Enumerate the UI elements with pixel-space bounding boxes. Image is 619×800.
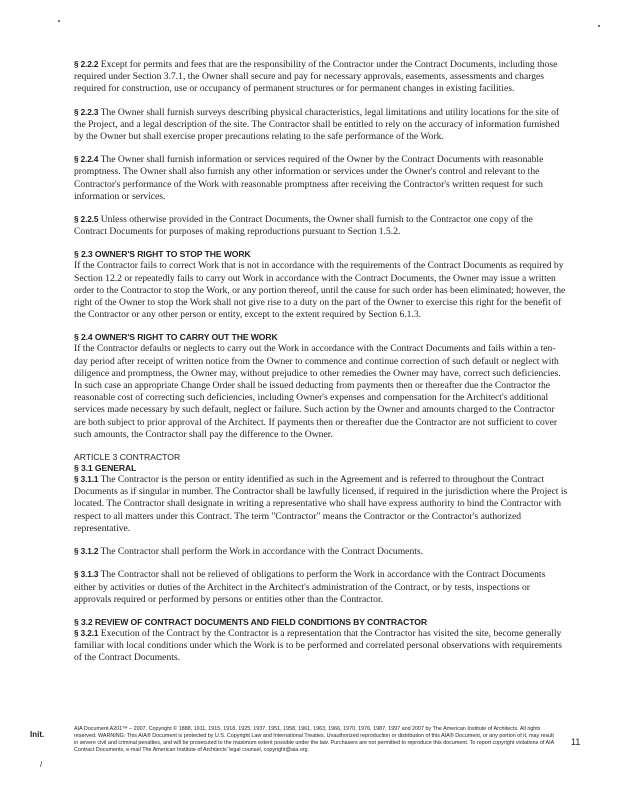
paragraph-3-1-1 <box>74 474 568 535</box>
initials-label: Init. <box>30 730 45 739</box>
section-number: § 2.2.3 <box>74 107 99 117</box>
paragraph-2-2-3 <box>74 107 568 144</box>
section-number: § 3.1.3 <box>74 570 99 580</box>
article-title: ARTICLE 3 CONTRACTOR <box>74 452 181 463</box>
document-body <box>74 59 568 665</box>
paragraph-text: The Owner shall furnish information or services required of the Owner by the Contract Documents with reasonable promptness. The Owner shall also furnish any other information or services under the Owner's control and relevant to the Contractor's performance of the Work with reasonable promptness after receiving the Contractor's written request for such information or services. <box>74 154 544 202</box>
paragraph-2-2-4 <box>74 154 568 203</box>
section-text-2-3: If the Contractor fails to correct Work that is not in accordance with the requirements of the Contract Documents as required by Section 12.2 or repeatedly fails to carry out Work in accordance with the Contract Documents, the Owner may issue a written order to the Contractor to stop the Work, or any portion thereof, until the cause for such order has been eliminated; however, the right of the Owner to stop the Work shall not give rise to a duty on the part of the Owner to exercise this right for the benefit of the Contractor or any other person or entity, except to the extent required by Section 6.1.3. <box>74 260 566 321</box>
section-text-2-4: If the Contractor defaults or neglects to carry out the Work in accordance with the Contract Documents and fails within a ten-day period after receipt of written notice from the Owner to commence and continue correction of such default or neglect with diligence and promptness, the Owner may, without prejudice to other remedies the Owner may have, correct such deficiencies. In such case an appropriate Change Order shall be issued deducting from payments then or thereafter due the Contractor the reasonable cost of correcting such deficiencies, including Owner's expenses and compensation for the Architect's additional services made necessary by such default, neglect or failure. Such action by the Owner and amounts charged to the Contractor are both subject to prior approval of the Architect. If payments then or thereafter due the Contractor are not sufficient to cover such amounts, the Contractor shall pay the difference to the Owner. <box>74 343 561 440</box>
paragraph-text: The Owner shall furnish surveys describing physical characteristics, legal limitations and utility locations for the site of the Project, and a legal description of the site. The Contractor shall be entitled to rely on the accuracy of information furnished by the Owner but shall exercise proper precautions relating to the safe performance of the Work. <box>74 106 560 143</box>
paragraph-2-2-5 <box>74 214 568 238</box>
paragraph-text: The Contractor shall perform the Work in accordance with the Contract Documents. <box>98 546 424 558</box>
paragraph-3-1-3 <box>74 569 568 606</box>
paragraph-text: Execution of the Contract by the Contractor is a representation that the Contractor has visited the site, become generally familiar with local conditions under which the Work is to be performed and correlated personal observations with requirements of the Contract Documents. <box>74 627 562 664</box>
page-number: 11 <box>571 737 581 747</box>
section-heading-3-1: § 3.1 GENERAL <box>74 463 137 474</box>
scan-speck <box>58 20 60 22</box>
paragraph-text: Unless otherwise provided in the Contract Documents, the Owner shall furnish to the Contractor one copy of the Contract Documents for purposes of making reproductions pursuant to Section 1.5.2. <box>74 214 533 238</box>
paragraph-3-1-2 <box>74 546 568 558</box>
section-number: § 3.1.1 <box>74 475 99 485</box>
copyright-notice: AIA Document A201™ – 2007. Copyright © 1888, 1911, 1915, 1918, 1925, 1937, 1951, 1958, 1961, 1963, 1966, 1970, 1976, 1987, 1997 and 2007 by The American Institute of Architects. All rights reserved. WARNING: This AIA® Document is protected by U.S. Copyright Law and International Treaties. Unauthorized reproduction or distribution of this AIA® Document, or any portion of it, may result in severe civil and criminal penalties, and will be prosecuted to the maximum extent possible under the law. Purchasers are not permitted to reproduce this document. To report copyright violations of AIA Contract Documents, e-mail The American Institute of Architects' legal counsel, copyright@aia.org. <box>74 726 554 754</box>
paragraph-2-2-2 <box>74 59 568 96</box>
paragraph-3-2-1 <box>74 628 568 665</box>
section-number: § 2.2.4 <box>74 155 99 165</box>
section-number: § 2.2.2 <box>74 60 99 69</box>
paragraph-text: Except for permits and fees that are the responsibility of the Contractor under the Contract Documents, including those required under Section 3.7.1, the Owner shall secure and pay for necessary approvals, easements, assessments and charges required for construction, use or occupancy of permanent structures or for permanent changes in existing facilities. <box>74 59 558 95</box>
section-number: § 3.2.1 <box>74 628 99 638</box>
section-heading-2-4: § 2.4 OWNER'S RIGHT TO CARRY OUT THE WORK <box>74 332 278 343</box>
paragraph-text: The Contractor shall not be relieved of obligations to perform the Work in accordance with the Contract Documents either by activities or duties of the Architect in the Architect's administration of the Contract, or by tests, inspections or approvals required or performed by persons or entities other than the Contractor. <box>74 569 546 605</box>
section-heading-2-3: § 2.3 OWNER'S RIGHT TO STOP THE WORK <box>74 249 251 260</box>
initials-slash: / <box>40 760 43 769</box>
section-heading-3-2: § 3.2 REVIEW OF CONTRACT DOCUMENTS AND FIELD CONDITIONS BY CONTRACTOR <box>74 616 427 627</box>
scan-speck <box>598 25 600 27</box>
section-number: § 2.2.5 <box>74 215 99 225</box>
paragraph-text: The Contractor is the person or entity identified as such in the Agreement and is referred to throughout the Contract Documents as if singular in number. The Contractor shall be lawfully licensed, if required in the jurisdiction where the Project is located. The Contractor shall designate in writing a representative who shall have express authority to bind the Contractor with respect to all matters under this Contract. The term "Contractor" means the Contractor or the Contractor's authorized representative. <box>74 474 568 534</box>
section-number: § 3.1.2 <box>74 547 99 557</box>
